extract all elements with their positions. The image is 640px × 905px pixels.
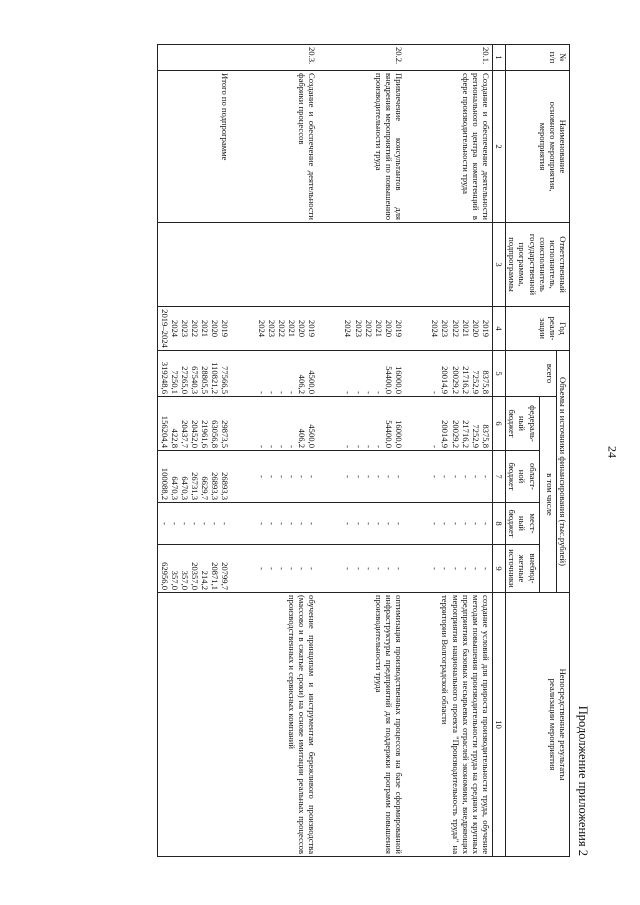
years: 2019 2020 2021 2022 2023 2024 (255, 307, 318, 351)
header-extrabudget: внебюд- жетные источники (506, 545, 539, 593)
result-text: оптимизация производственных процессов на базе сформированной инфраструктуры предприятий для поддержки программ повышения производительности труда (342, 593, 405, 857)
table-row (429, 45, 492, 857)
measure-name: Создание и обеспечение деятельности регионального центра компетенций в сфере производительности труда (429, 71, 492, 223)
row-number: 20.2. (342, 45, 405, 71)
header-including: в том числе (539, 397, 556, 593)
measure-name: Создание и обеспечение деятельности фабрики процессов (255, 71, 318, 223)
result-text: создание условий для прироста производительности труда, обучение методам повышения производительности труда на средних и крупных предприятиях базовых несырьевых отраслей экономики, внедряющих мероприятия национального проекта "Производительность труда" на территории Волгоградской области (429, 593, 492, 857)
header-results: Непосредственные результаты реализации мероприятия (506, 593, 570, 857)
federal-values: 8375,8 7252,9 21716,2 20029,2 20014,9 - (429, 397, 492, 451)
federal-values: 4500,0 406,2 - - - - (255, 397, 318, 451)
header-financing: Объемы и источники финансирования (тыс.рублей) (556, 351, 569, 593)
local-values: - - - - - - - (158, 503, 231, 545)
colnum: 7 (493, 451, 506, 503)
colnum: 10 (493, 593, 506, 857)
result-text (158, 593, 231, 857)
local-values: - - - - - - (255, 503, 318, 545)
landscape-page (92, 30, 592, 872)
colnum: 6 (493, 397, 506, 451)
years: 2019 2020 2021 2022 2023 2024 (342, 307, 405, 351)
extrabudget-values: - - - - - - (255, 545, 318, 593)
row-number (158, 45, 231, 71)
colnum: 2 (493, 71, 506, 223)
financing-table (158, 44, 571, 857)
column-numbers-row (493, 45, 506, 857)
rotated-sheet (92, 30, 592, 872)
local-values: - - - - - - (342, 503, 405, 545)
years: 2019 2020 2021 2022 2023 2024 (429, 307, 492, 351)
row-number: 20.1. (429, 45, 492, 71)
total-row (158, 45, 231, 857)
total-label: Итого по подпрограмме (158, 71, 231, 223)
table-row (342, 45, 405, 857)
extrabudget-values: - - - - - - (429, 545, 492, 593)
federal-values: 16000,0 54400,0 - - - - (342, 397, 405, 451)
regional-values: - - - - - - (255, 451, 318, 503)
total-values: 4500,0 406,2 - - - - (255, 351, 318, 397)
executor (255, 223, 318, 307)
federal-values: 29873,5 63056,8 21961,6 20452,0 20437,7 422,8 156204,4 (158, 397, 231, 451)
executor (158, 223, 231, 307)
years: 2019 2020 2021 2022 2023 2024 2019–2024 (158, 307, 231, 351)
colnum: 9 (493, 545, 506, 593)
local-values: - - - - - - (429, 503, 492, 545)
regional-values: - - - - - - (342, 451, 405, 503)
colnum: 3 (493, 223, 506, 307)
regional-values: 26893,3 26893,3 6629,7 26731,3 6470,3 6470,3 100088,2 (158, 451, 231, 503)
colnum: 1 (493, 45, 506, 71)
executor (429, 223, 492, 307)
table-row (255, 45, 318, 857)
header-measure-name: Наименование основного мероприятия, мероприятия (506, 71, 570, 223)
header-total: всего (506, 351, 557, 397)
colnum: 4 (493, 307, 506, 351)
header-regional: област- ной бюджет (506, 451, 539, 503)
header-number: № п/п (506, 45, 570, 71)
total-values: 77566,5 110821,2 28805,5 67540,3 27265,0 7250,1 319248,6 (158, 351, 231, 397)
colnum: 8 (493, 503, 506, 545)
regional-values: - - - - - - (429, 451, 492, 503)
measure-name: Привлечение консультантов для внедрения мероприятий по повышению производительности труда (342, 71, 405, 223)
header-year: Год реали- зации (506, 307, 570, 351)
extrabudget-values: - - - - - - (342, 545, 405, 593)
extrabudget-values: 20799,7 20871,1 214,2 20357,0 357,0 357,0 62956,0 (158, 545, 231, 593)
row-number: 20.3. (255, 45, 318, 71)
executor (342, 223, 405, 307)
result-text: обучение принципам и инструментам бережливого производства (массово и в сжатые сроки) на основе имитации реальных процессов производственных и сервисных компаний (255, 593, 318, 857)
appendix-continuation-title: Продолжение приложения 2 (576, 705, 590, 856)
total-values: 8375,8 7252,9 21716,2 20029,2 20014,9 - (429, 351, 492, 397)
header-executor: Ответственный исполнитель, соисполнитель государственной программы, подпрограммы (506, 223, 570, 307)
total-values: 16000,0 54400,0 - - - - (342, 351, 405, 397)
page-number: 24 (605, 446, 620, 458)
colnum: 5 (493, 351, 506, 397)
header-federal: федераль- ный бюджет (506, 397, 539, 451)
header-local: мест- ный бюджет (506, 503, 539, 545)
